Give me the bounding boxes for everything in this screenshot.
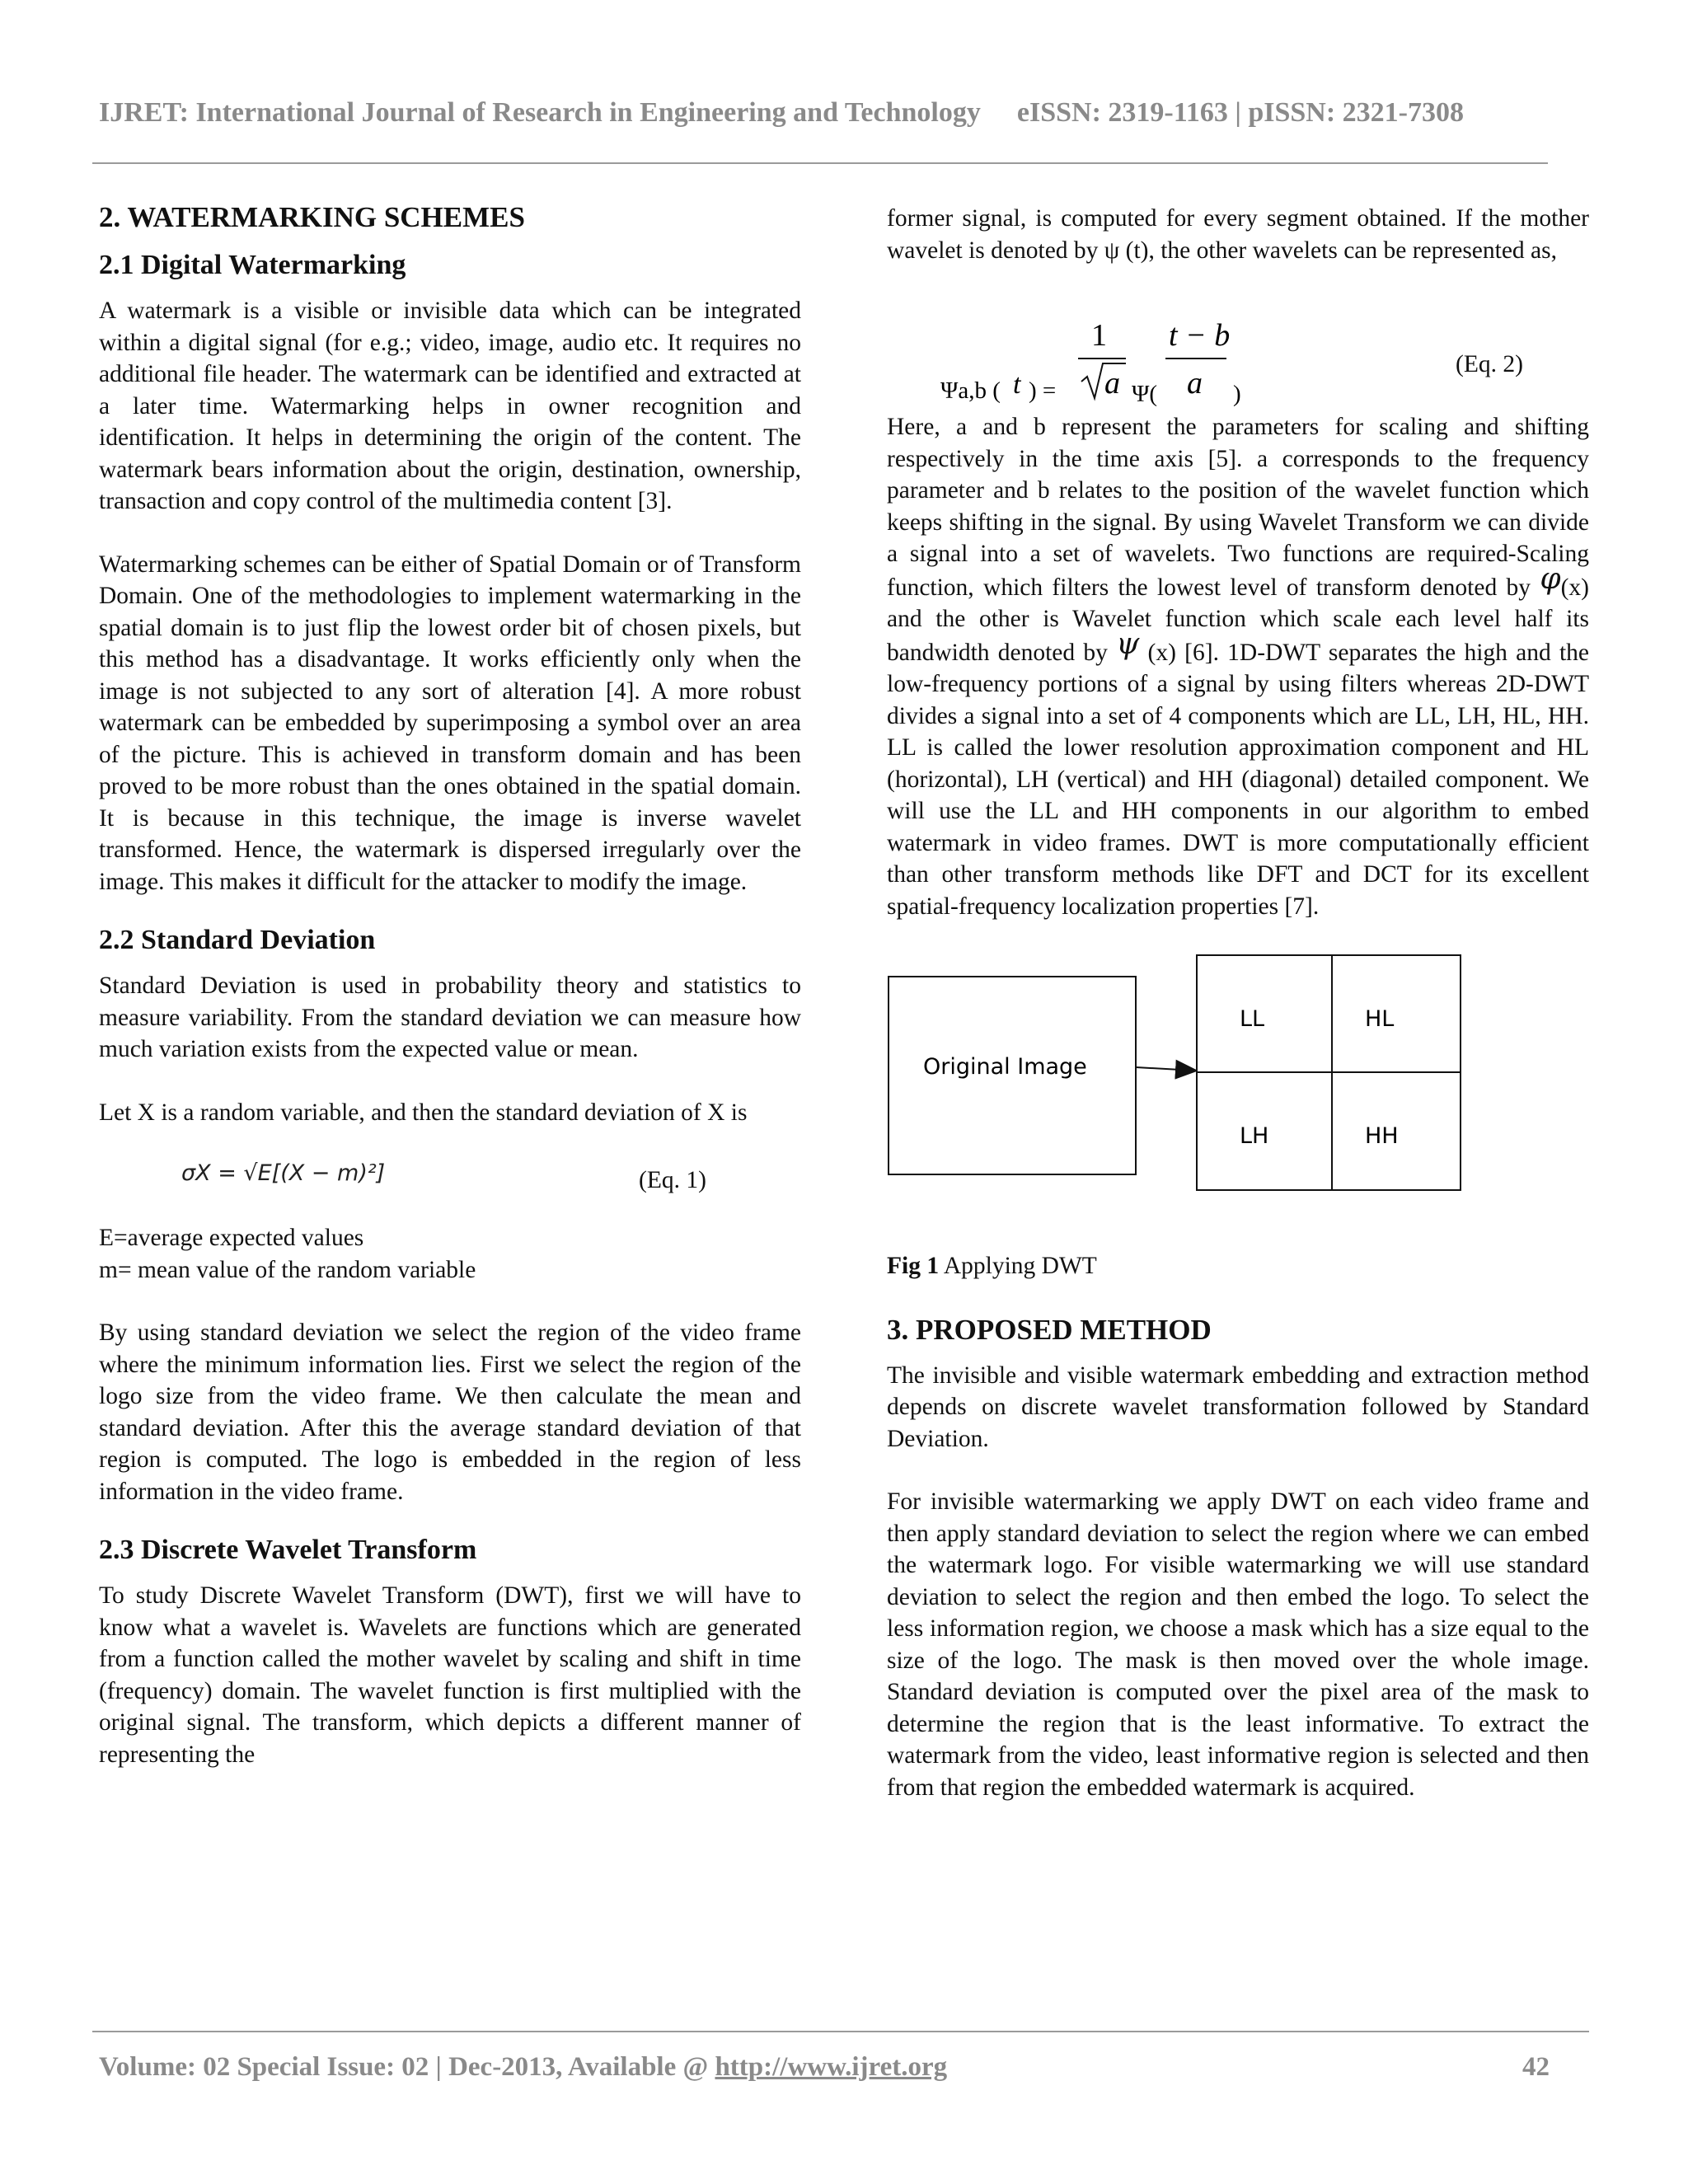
paragraph-wavelet-explanation [887, 411, 1589, 922]
paragraph-digital-watermarking-2: Watermarking schemes can be either of Spatial Domain or of Transform Domain. One of the methodologies to implement watermarking in the spatial domain is to just flip the lowest order bit of chosen pixels, but this method has a disadvantage. It works efficiently only when the image is not subjected to any sort of alteration [4]. A more robust watermark can be embedded by superimposing a symbol over an area of the picture. This is achieved in transform domain and has been proved to be more robust than the ones obtained in the spatial domain. It is because in this technique, the image is inverse wavelet transformed. Hence, the watermark is dispersed irregularly over the image. This makes it difficult for the attacker to modify the image. [99, 551, 801, 895]
wavelet-text-3: (x) [6]. 1D-DWT separates the high and the low-frequency portions of a signal by using filters whereas 2D-DWT divides a signal into a set of 4 components which are LL, LH, HL, HH. LL is called the lower resolution approximation component and HL (horizontal), LH (vertical) and HH (diagonal) detailed component. We will use the LL and HH components in our algorithm to embed watermark in video frames. DWT is more computationally efficient than other transform methods like DFT and DCT for its excellent spatial-frequency localization properties [7]. [887, 639, 1589, 920]
equation-1-label: (Eq. 1) [639, 1167, 706, 1193]
band-hh: HH [1365, 1123, 1399, 1149]
equation-2-graphic [887, 283, 1464, 406]
eq2-lhs: Ψa,b ( [940, 377, 1001, 404]
eq2-one: 1 [1091, 318, 1107, 353]
subsection-2-3-title: 2.3 Discrete Wavelet Transform [99, 1535, 477, 1565]
eq2-psi: Ψ( [1132, 381, 1158, 406]
paragraph-standard-deviation-2: Let X is a random variable, and then the standard deviation of X is [99, 1099, 748, 1126]
eq2-numerator: t − b [1169, 318, 1231, 353]
header-rule [92, 162, 1548, 164]
paragraph-proposed-2: For invisible watermarking we apply DWT on each video frame and then apply standard deviation to select the region where we can embed the watermark logo. For visible watermarking we will use standard deviation to select the region and then embed the logo. To select the less information region, we choose a mask which has a size equal to the size of the logo. The mask is then moved over the whole image. Standard deviation is computed over the pixel area of the mask to determine the region that is the least informative. To extract the watermark from the video, least informative region is selected and then from that region the embedded watermark is acquired. [887, 1488, 1589, 1801]
phi-symbol: φ [1540, 561, 1561, 596]
psi-symbol: ψ [1116, 626, 1140, 661]
subsection-2-2-title: 2.2 Standard Deviation [99, 925, 376, 955]
equation-2 [887, 283, 1589, 406]
equation-1 [99, 1148, 801, 1222]
volume-info: Volume: 02 Special Issue: 02 | Dec-2013, Available @ [99, 2052, 715, 2082]
paragraph-digital-watermarking-1: A watermark is a visible or invisible data which can be integrated within a digital signal (for e.g.; video, image, audio etc. It requires no additional file header. The watermark can be identified and extracted at a later time. Watermarking helps in owner recognition and identification. It helps in determining the origin of the content. The watermark bears information about the origin, destination, ownership, transaction and copy control of the multimedia content [3]. [99, 298, 801, 514]
left-column [99, 199, 801, 1770]
figure-1-caption-label: Fig 1 [887, 1253, 940, 1279]
eq2-denominator: a [1187, 366, 1203, 401]
equation-1-formula: σX = √E[(X − m)²] [181, 1160, 386, 1186]
band-lh: LH [1240, 1123, 1269, 1149]
paragraph-dwt-continued: former signal, is computed for every segment obtained. If the mother wavelet is denoted by ψ (t), the other wavelets can be represented as, [887, 205, 1589, 264]
eq2-equals: ) = [1029, 377, 1057, 404]
definition-e: E=average expected values [99, 1225, 364, 1251]
journal-link[interactable]: http://www.ijret.org [715, 2052, 948, 2082]
figure-1-caption-text: Applying DWT [939, 1253, 1097, 1279]
original-image-label: Original Image [923, 1054, 1087, 1080]
figure-1-caption [887, 1250, 1589, 1282]
paragraph-dwt-1: To study Discrete Wavelet Transform (DWT), first we will have to know what a wavelet is. Wavelets are functions which are generated from a function called the mother wavelet by scaling and shift in time (frequency) domain. The wavelet function is first multiplied with the original signal. The transform, which depicts a different manner of representing the [99, 1582, 801, 1768]
paragraph-standard-deviation-3: By using standard deviation we select the region of the video frame where the minimum information lies. First we select the region of the logo size from the video frame. We then calculate the mean and standard deviation. After this the average standard deviation of that region is computed. The logo is embedded in the region of less information in the video frame. [99, 1319, 801, 1505]
journal-name: IJRET: International Journal of Research in Engineering and Technology [99, 97, 981, 128]
issn-info: eISSN: 2319-1163 | pISSN: 2321-7308 [1016, 97, 1464, 128]
paragraph-proposed-1: The invisible and visible watermark embedding and extraction method depends on discrete wavelet transformation followed by Standard Deviation. [887, 1361, 1589, 1452]
paragraph-standard-deviation-1: Standard Deviation is used in probability theory and statistics to measure variability. From the standard deviation we can measure how much variation exists from the expected value or mean. [99, 972, 801, 1062]
right-column [887, 203, 1589, 1803]
band-hl: HL [1365, 1006, 1395, 1032]
running-header [99, 97, 1550, 129]
band-ll: LL [1240, 1006, 1265, 1032]
running-footer [99, 2052, 1550, 2083]
page-number: 42 [1522, 2052, 1550, 2082]
figure-1-diagram [887, 954, 1589, 1250]
eq2-close: ) [1233, 381, 1241, 406]
transform-arrow [1136, 1067, 1195, 1071]
equation-2-label: (Eq. 2) [1456, 351, 1523, 377]
wavelet-text-2: (x) and the other is Wavelet function which scale each level half its bandwidth denoted by [887, 574, 1589, 666]
eq2-sqrt-a: a [1104, 366, 1120, 401]
section-2-title: 2. WATERMARKING SCHEMES [99, 201, 525, 233]
eq2-t: t [1013, 369, 1021, 400]
definition-m: m= mean value of the random variable [99, 1256, 476, 1283]
section-3-title: 3. PROPOSED METHOD [887, 1313, 1212, 1346]
footer-rule [92, 2031, 1589, 2032]
wavelet-text-1: Here, a and b represent the parameters for scaling and shifting respectively in the time axis [5]. a corresponds to the frequency parameter and b relates to the position of the wavelet function which keeps shifting in the signal. By using Wavelet Transform we can divide a signal into a set of wavelets. Two functions are required-Scaling function, which filters the lowest level of transform denoted by [887, 414, 1589, 601]
subsection-2-1-title: 2.1 Digital Watermarking [99, 250, 406, 280]
figure-1 [887, 954, 1589, 1250]
